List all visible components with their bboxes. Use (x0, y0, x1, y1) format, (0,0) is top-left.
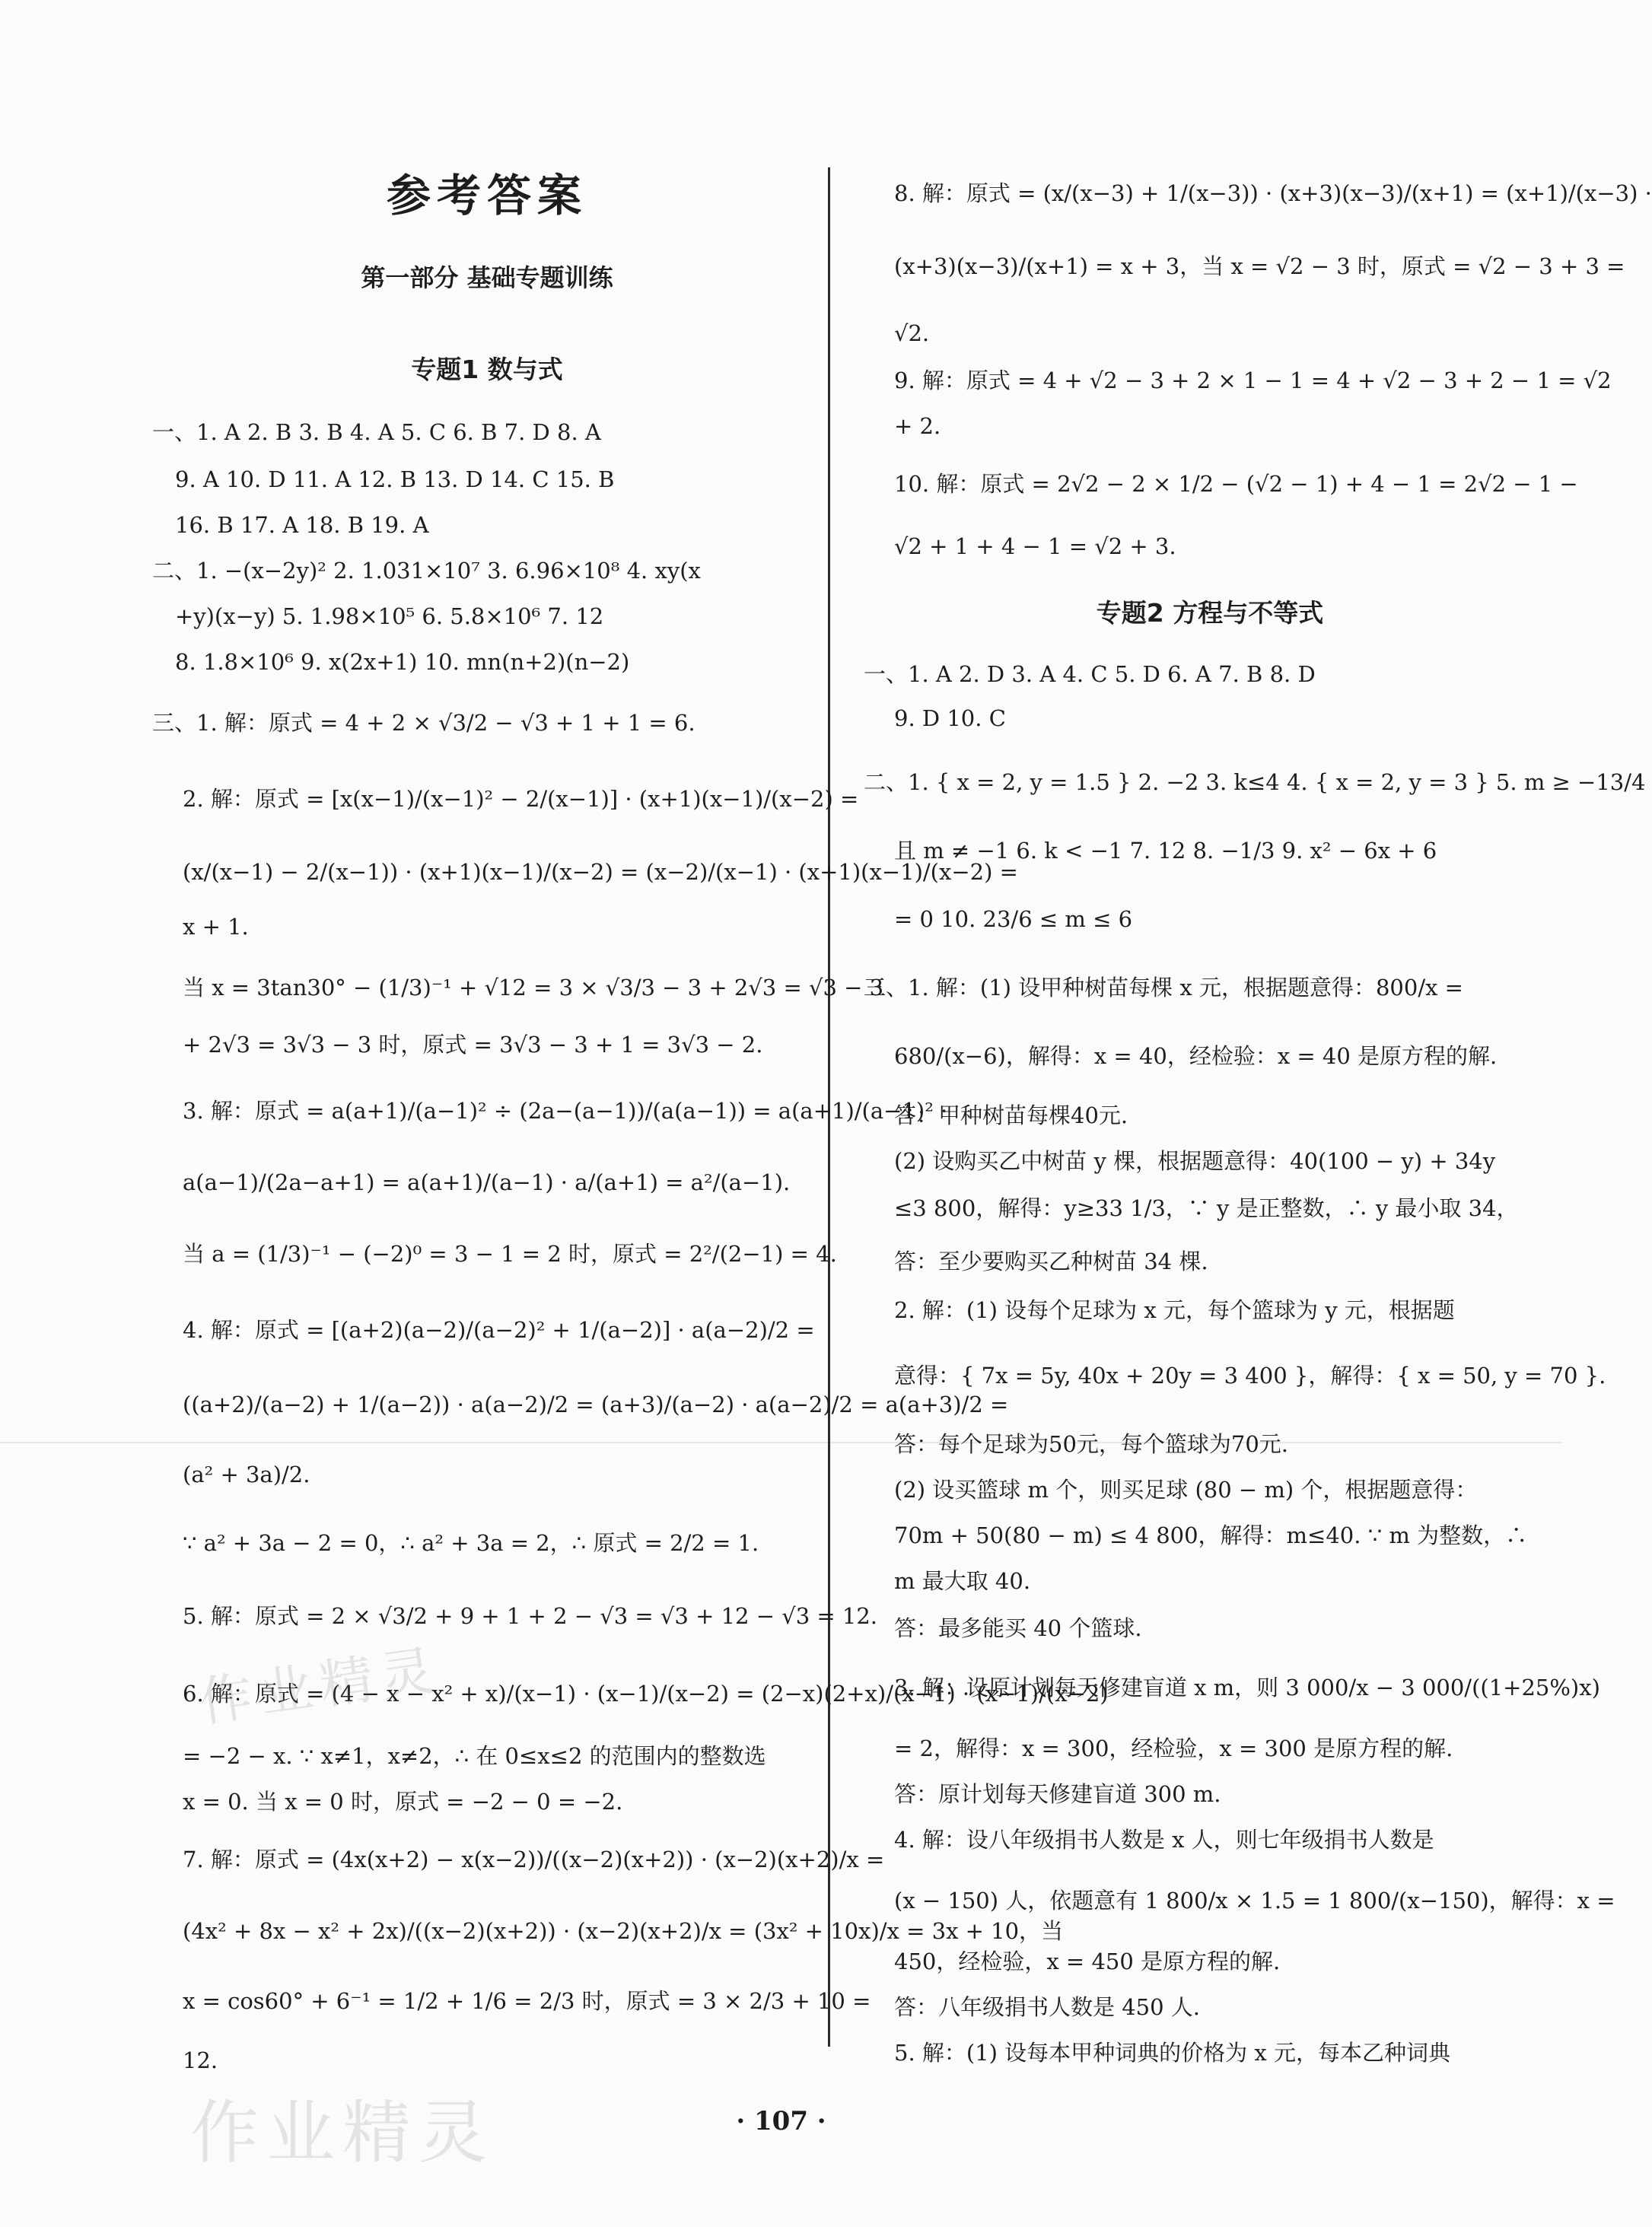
answer-line: + 2√3 = 3√3 − 3 时，原式 = 3√3 − 3 + 1 = 3√3 − 2. (183, 1032, 763, 1058)
answer-line: 答：每个足球为50元，每个篮球为70元. (894, 1431, 1289, 1457)
answer-line: 5. 解：(1) 设每本甲种词典的价格为 x 元，每本乙种词典 (894, 2040, 1450, 2066)
answer-line: 3. 解：原式 = a(a+1)/(a−1)² ÷ (2a−(a−1))/(a(a−1)) = a(a+1)/(a−1)² · (183, 1098, 948, 1124)
answer-line: = 2，解得：x = 300，经检验，x = 300 是原方程的解. (894, 1735, 1453, 1761)
answer-line: 当 a = (1/3)⁻¹ − (−2)⁰ = 3 − 1 = 2 时，原式 = 2²/(2−1) = 4. (183, 1241, 837, 1267)
answer-line: 三、1. 解：原式 = 4 + 2 × √3/2 − √3 + 1 + 1 = 6. (152, 710, 695, 736)
answer-line: 6. 解：原式 = (4 − x − x² + x)/(x−1) · (x−1)/(x−2) = (2−x)(2+x)/(x−1) · (x−1)/(x−2) (183, 1681, 1109, 1707)
answer-line: x + 1. (183, 914, 249, 940)
answer-line: + 2. (894, 413, 941, 439)
answer-line: 70m + 50(80 − m) ≤ 4 800，解得：m≤40. ∵ m 为整数，∴ (894, 1522, 1528, 1548)
answer-line: x = 0. 当 x = 0 时，原式 = −2 − 0 = −2. (183, 1789, 623, 1815)
answer-line: 一、1. A 2. D 3. A 4. C 5. D 6. A 7. B 8. D (864, 661, 1316, 687)
answer-line: 680/(x−6)，解得：x = 40，经检验：x = 40 是原方程的解. (894, 1043, 1498, 1069)
answer-line: 8. 1.8×10⁶ 9. x(2x+1) 10. mn(n+2)(n−2) (175, 649, 630, 675)
answer-line: 答：原计划每天修建盲道 300 m. (894, 1781, 1221, 1807)
page-title: 参考答案 (386, 170, 587, 221)
answer-line: 12. (183, 2047, 218, 2073)
page-number: · 107 · (736, 2106, 826, 2136)
answer-line: +y)(x−y) 5. 1.98×10⁵ 6. 5.8×10⁶ 7. 12 (175, 603, 604, 629)
answer-line: 答：甲种树苗每棵40元. (894, 1102, 1128, 1128)
answer-line: (x+3)(x−3)/(x+1) = x + 3，当 x = √2 − 3 时，原式 = √2 − 3 + 3 = (894, 253, 1625, 279)
answer-line: 2. 解：原式 = [x(x−1)/(x−1)² − 2/(x−1)] · (x+1)(x−1)/(x−2) = (183, 786, 859, 812)
answer-line: 二、1. −(x−2y)² 2. 1.031×10⁷ 3. 6.96×10⁸ 4. xy(x (152, 558, 701, 584)
answer-line: 答：最多能买 40 个篮球. (894, 1615, 1142, 1641)
answer-line: (2) 设购买乙中树苗 y 棵，根据题意得：40(100 − y) + 34y (894, 1148, 1496, 1174)
answer-line: 当 x = 3tan30° − (1/3)⁻¹ + √12 = 3 × √3/3 − 3 + 2√3 = √3 − 3 (183, 975, 884, 1001)
topic-heading: 专题2 方程与不等式 (1096, 598, 1324, 628)
answer-line: (x − 150) 人，依题意有 1 800/x × 1.5 = 1 800/(x−150)，解得：x = (894, 1888, 1615, 1914)
part-heading: 第一部分 基础专题训练 (361, 263, 613, 292)
answer-line: 答：至少要购买乙种树苗 34 棵. (894, 1249, 1208, 1274)
answer-line: 9. A 10. D 11. A 12. B 13. D 14. C 15. B (175, 466, 615, 492)
answer-line: 9. D 10. C (894, 705, 1006, 731)
answer-line: m 最大取 40. (894, 1568, 1031, 1594)
answer-line: = −2 − x. ∵ x≠1，x≠2，∴ 在 0≤x≤2 的范围内的整数选 (183, 1743, 766, 1769)
answer-line: (2) 设买篮球 m 个，则买足球 (80 − m) 个，根据题意得： (894, 1477, 1478, 1503)
answer-line: (a² + 3a)/2. (183, 1462, 310, 1487)
answer-line: 7. 解：原式 = (4x(x+2) − x(x−2))/((x−2)(x+2)) · (x−2)(x+2)/x = (183, 1847, 885, 1872)
answer-line: √2. (894, 320, 930, 346)
answer-line: a(a−1)/(2a−a+1) = a(a+1)/(a−1) · a/(a+1) = a²/(a−1). (183, 1169, 791, 1195)
page-fold-line (0, 1442, 1562, 1443)
answer-line: 16. B 17. A 18. B 19. A (175, 512, 429, 538)
answer-line: 3. 解：设原计划每天修建盲道 x m，则 3 000/x − 3 000/((1+25%)x) (894, 1675, 1600, 1700)
answer-line: (x/(x−1) − 2/(x−1)) · (x+1)(x−1)/(x−2) = (x−2)/(x−1) · (x+1)(x−1)/(x−2) = (183, 859, 1018, 885)
answer-line: 答：八年级捐书人数是 450 人. (894, 1994, 1201, 2020)
answer-line: 8. 解：原式 = (x/(x−3) + 1/(x−3)) · (x+3)(x−3)/(x+1) = (x+1)/(x−3) · (894, 180, 1652, 206)
answer-line: 三、1. 解：(1) 设甲种树苗每棵 x 元，根据题意得：800/x = (864, 975, 1463, 1001)
answer-line: 一、1. A 2. B 3. B 4. A 5. C 6. B 7. D 8. A (152, 419, 601, 445)
answer-line: 5. 解：原式 = 2 × √3/2 + 9 + 1 + 2 − √3 = √3 + 12 − √3 = 12. (183, 1603, 878, 1629)
answer-line: 450，经检验，x = 450 是原方程的解. (894, 1949, 1281, 1974)
answer-line: = 0 10. 23/6 ≤ m ≤ 6 (894, 906, 1133, 932)
answer-line: 二、1. { x = 2, y = 1.5 } 2. −2 3. k≤4 4. { x = 2, y = 3 } 5. m ≥ −13/4 (864, 769, 1646, 795)
answer-line: 10. 解：原式 = 2√2 − 2 × 1/2 − (√2 − 1) + 4 − 1 = 2√2 − 1 − (894, 471, 1578, 497)
answer-line: 4. 解：原式 = [(a+2)(a−2)/(a−2)² + 1/(a−2)] · a(a−2)/2 = (183, 1317, 815, 1343)
answer-line: 意得：{ 7x = 5y, 40x + 20y = 3 400 }，解得：{ x = 50, y = 70 }. (894, 1363, 1606, 1389)
answer-line: 4. 解：设八年级捐书人数是 x 人，则七年级捐书人数是 (894, 1827, 1434, 1853)
watermark: 作业精灵 (195, 1638, 445, 1734)
answer-line: 2. 解：(1) 设每个足球为 x 元，每个篮球为 y 元，根据题 (894, 1297, 1455, 1323)
answer-line: ≤3 800，解得：y≥33 1/3，∵ y 是正整数，∴ y 最小取 34， (894, 1195, 1519, 1221)
answer-line: (4x² + 8x − x² + 2x)/((x−2)(x+2)) · (x−2)(x+2)/x = (3x² + 10x)/x = 3x + 10，当 (183, 1918, 1064, 1944)
answer-line: ∵ a² + 3a − 2 = 0，∴ a² + 3a = 2，∴ 原式 = 2/2 = 1. (183, 1530, 759, 1556)
topic-heading: 专题1 数与式 (411, 355, 563, 384)
answer-line: x = cos60° + 6⁻¹ = 1/2 + 1/6 = 2/3 时，原式 = 3 × 2/3 + 10 = (183, 1988, 871, 2014)
watermark: 作业精灵 (190, 2093, 495, 2173)
answer-line: √2 + 1 + 4 − 1 = √2 + 3. (894, 533, 1176, 559)
answer-line: ((a+2)/(a−2) + 1/(a−2)) · a(a−2)/2 = (a+3)/(a−2) · a(a−2)/2 = a(a+3)/2 = (183, 1392, 1009, 1417)
answer-line: 且 m ≠ −1 6. k < −1 7. 12 8. −1/3 9. x² − 6x + 6 (894, 838, 1437, 864)
answer-line: 9. 解：原式 = 4 + √2 − 3 + 2 × 1 − 1 = 4 + √2 − 3 + 2 − 1 = √2 (894, 367, 1612, 393)
